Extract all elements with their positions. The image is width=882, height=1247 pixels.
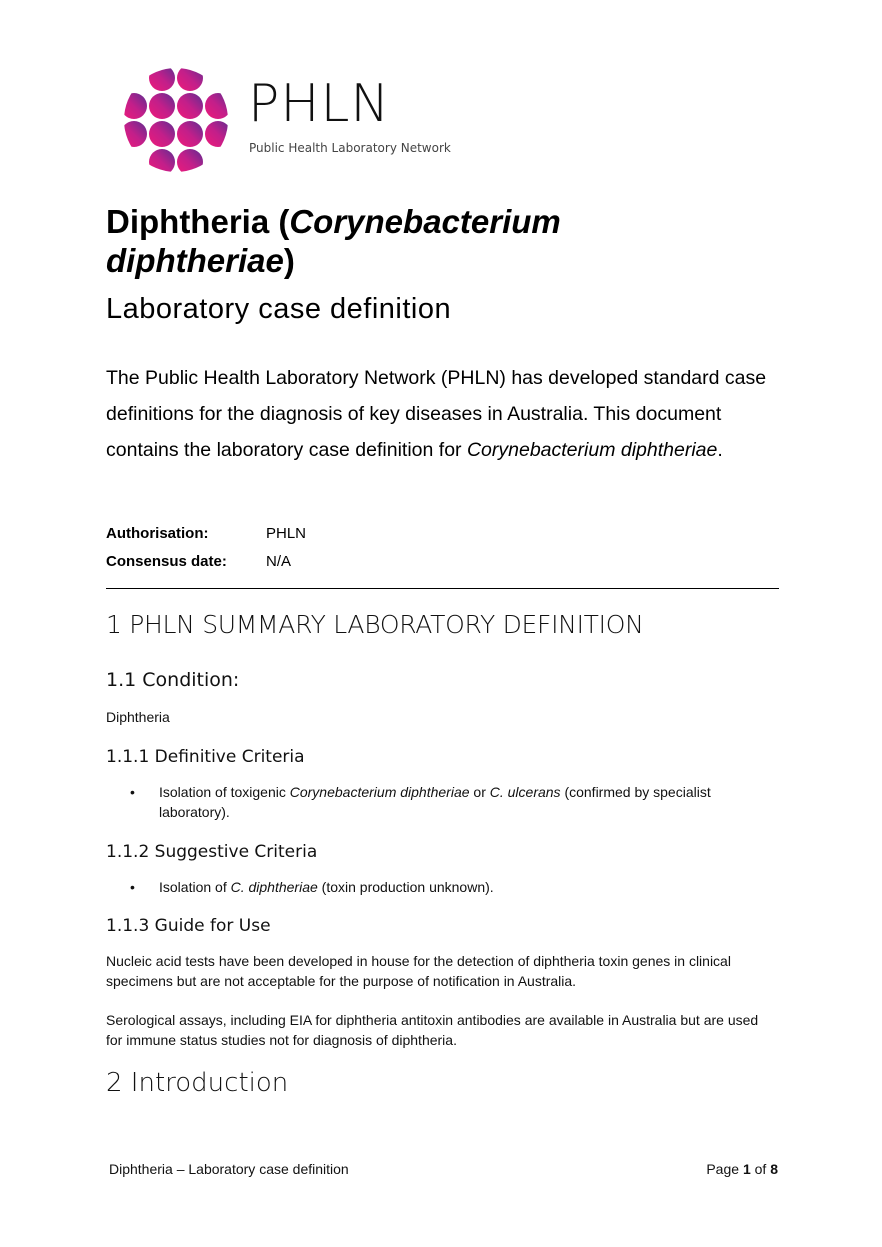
document-subtitle: Laboratory case definition xyxy=(106,293,452,325)
meta-label: Authorisation: xyxy=(106,525,209,542)
section-heading-1: 1 PHLN SUMMARY LABORATORY DEFINITION xyxy=(106,610,644,639)
document-meta xyxy=(106,520,306,576)
condition-text: Diphtheria xyxy=(106,709,170,725)
meta-value: N/A xyxy=(266,553,292,570)
phln-logo xyxy=(122,66,451,176)
list-item-suggestive xyxy=(130,877,750,897)
logo-wordmark: PHLN xyxy=(248,74,391,134)
dotted-sphere-icon xyxy=(122,66,230,174)
intro-italic: Corynebacterium diphtheriae xyxy=(466,439,718,461)
meta-value: PHLN xyxy=(266,525,307,542)
meta-row-authorisation xyxy=(106,520,306,548)
horizontal-divider xyxy=(106,588,779,589)
list-item-definitive xyxy=(130,782,750,822)
section-heading-2: 2 Introduction xyxy=(106,1068,289,1098)
logo-tagline: Public Health Laboratory Network xyxy=(249,141,451,155)
intro-end: . xyxy=(717,439,723,461)
subsection-heading-condition: 1.1 Condition: xyxy=(106,669,240,691)
bullet-icon: • xyxy=(130,784,135,800)
footer-document-name: Diphtheria – Laboratory case definition xyxy=(109,1161,349,1177)
guide-paragraph-2: Serological assays, including EIA for diphtheria antitoxin antibodies are available in Australia but are used for immune status studies not for diagnosis of diphtheria. xyxy=(106,1012,759,1048)
guide-paragraph-1: Nucleic acid tests have been developed in house for the detection of diphtheria toxin genes in clinical specimens but are not acceptable for the purpose of notification in Australia. xyxy=(106,953,731,989)
list-item-text: Isolation of C. diphtheriae (toxin production unknown). xyxy=(159,879,494,895)
subsection-heading-suggestive: 1.1.2 Suggestive Criteria xyxy=(106,842,318,862)
intro-text: The Public Health Laboratory Network (PHLN) has developed standard case definitions for the diagnosis of key diseases in Australia. This document contains the laboratory case definition for xyxy=(106,367,767,461)
meta-row-consensus-date xyxy=(106,548,306,576)
footer-page-number: Page 1 of 8 xyxy=(706,1161,778,1177)
subsection-heading-guide: 1.1.3 Guide for Use xyxy=(106,916,271,936)
meta-label: Consensus date: xyxy=(106,553,227,570)
list-item-text: Isolation of toxigenic Corynebacterium diphtheriae or C. ulcerans (confirmed by specialist laboratory). xyxy=(159,784,711,820)
title-text: Diphtheria ( xyxy=(106,203,290,240)
intro-paragraph xyxy=(106,360,786,468)
document-title xyxy=(106,202,726,280)
title-text: ) xyxy=(283,242,295,279)
title-italic: Corynebacterium xyxy=(289,203,561,240)
subsection-heading-definitive: 1.1.1 Definitive Criteria xyxy=(106,747,305,767)
bullet-icon: • xyxy=(130,879,135,895)
title-italic: diphtheriae xyxy=(106,242,284,279)
